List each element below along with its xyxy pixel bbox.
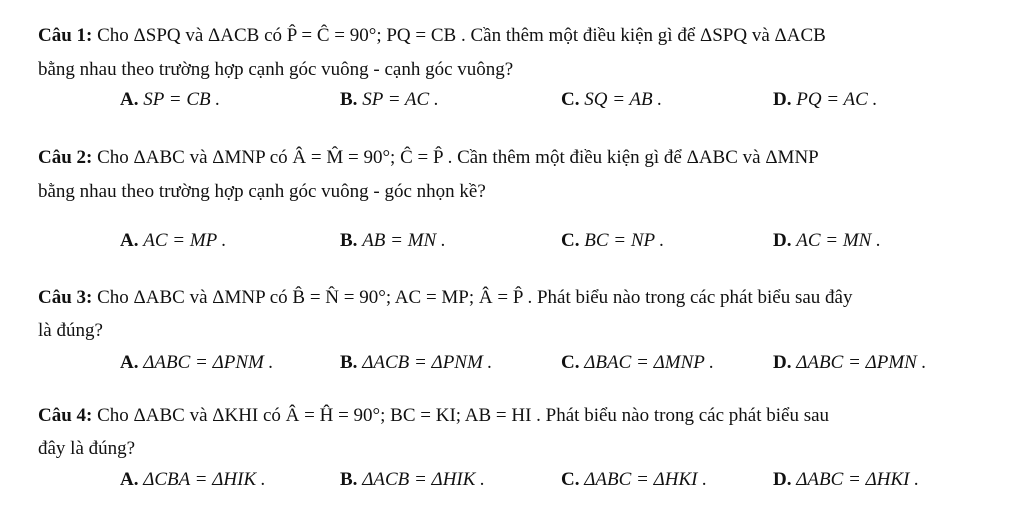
option-text: ΔBAC = ΔMNP .	[584, 352, 715, 373]
question-3-option-a[interactable]	[120, 352, 273, 374]
option-text: ΔACB = ΔHIK .	[362, 469, 485, 490]
question-1-text-line-1: Cho ΔSPQ và ΔACB có P̂ = Ĉ = 90°; PQ = CB . Cần thêm một điều kiện gì để ΔSPQ và ΔACB	[92, 25, 826, 46]
option-text: AB = MN .	[362, 230, 446, 251]
question-2-option-d[interactable]	[773, 230, 881, 252]
question-2-option-c[interactable]	[561, 230, 664, 252]
question-1-option-b[interactable]	[340, 89, 439, 111]
option-label: B.	[340, 230, 358, 251]
option-text: ΔACB = ΔPNM .	[362, 352, 493, 373]
question-1-option-c[interactable]	[561, 89, 662, 111]
option-text: SP = AC .	[362, 89, 439, 110]
option-text: PQ = AC .	[796, 89, 878, 110]
option-label: D.	[773, 89, 792, 110]
option-label: D.	[773, 469, 792, 490]
question-4-option-d[interactable]	[773, 469, 919, 491]
option-label: D.	[773, 230, 792, 251]
question-1-line-1	[38, 25, 826, 47]
option-text: ΔABC = ΔPMN .	[796, 352, 927, 373]
question-3-line-1	[38, 287, 852, 309]
question-2-label: Câu 2:	[38, 147, 93, 168]
option-label: B.	[340, 89, 358, 110]
question-3-line-2: là đúng?	[38, 320, 103, 341]
option-label: A.	[120, 469, 139, 490]
option-label: C.	[561, 469, 580, 490]
question-4-line-2: đây là đúng?	[38, 438, 136, 459]
option-label: C.	[561, 89, 580, 110]
question-3-option-b[interactable]	[340, 352, 492, 374]
option-text: AC = MN .	[796, 230, 881, 251]
question-1-line-2: bằng nhau theo trường hợp cạnh góc vuông - cạnh góc vuông?	[38, 59, 514, 80]
question-1-label: Câu 1:	[38, 25, 93, 46]
question-2-option-a[interactable]	[120, 230, 226, 252]
option-label: C.	[561, 230, 580, 251]
question-1-option-a[interactable]	[120, 89, 220, 111]
option-text: ΔABC = ΔHKI .	[796, 469, 919, 490]
question-2-text-line-1: Cho ΔABC và ΔMNP có Â = M̂ = 90°; Ĉ = P̂ . Cần thêm một điều kiện gì để ΔABC và ΔMNP	[92, 147, 819, 168]
question-4-option-a[interactable]	[120, 469, 266, 491]
question-3-label: Câu 3:	[38, 287, 93, 308]
option-label: D.	[773, 352, 792, 373]
question-4-option-c[interactable]	[561, 469, 707, 491]
option-text: SP = CB .	[143, 89, 221, 110]
question-4-label: Câu 4:	[38, 405, 93, 426]
option-label: A.	[120, 89, 139, 110]
option-text: ΔABC = ΔPNM .	[143, 352, 274, 373]
question-1-option-d[interactable]	[773, 89, 877, 111]
question-2-option-b[interactable]	[340, 230, 446, 252]
question-2-line-1	[38, 147, 819, 169]
option-label: A.	[120, 352, 139, 373]
question-4-line-1	[38, 405, 829, 427]
question-3-option-d[interactable]	[773, 352, 926, 374]
option-label: A.	[120, 230, 139, 251]
option-text: ΔCBA = ΔHIK .	[143, 469, 266, 490]
question-2-line-2: bằng nhau theo trường hợp cạnh góc vuông - góc nhọn kề?	[38, 181, 486, 202]
question-4-text-line-1: Cho ΔABC và ΔKHI có Â = Ĥ = 90°; BC = KI; AB = HI . Phát biểu nào trong các phát biểu sau	[92, 405, 830, 426]
question-3-text-line-1: Cho ΔABC và ΔMNP có B̂ = N̂ = 90°; AC = MP; Â = P̂ . Phát biểu nào trong các phát biểu sau đây	[92, 287, 853, 308]
question-4-option-b[interactable]	[340, 469, 485, 491]
option-label: C.	[561, 352, 580, 373]
option-text: BC = NP .	[584, 230, 665, 251]
option-label: B.	[340, 469, 358, 490]
option-text: SQ = AB .	[584, 89, 663, 110]
option-text: ΔABC = ΔHKI .	[584, 469, 707, 490]
question-3-option-c[interactable]	[561, 352, 714, 374]
option-label: B.	[340, 352, 358, 373]
option-text: AC = MP .	[143, 230, 227, 251]
